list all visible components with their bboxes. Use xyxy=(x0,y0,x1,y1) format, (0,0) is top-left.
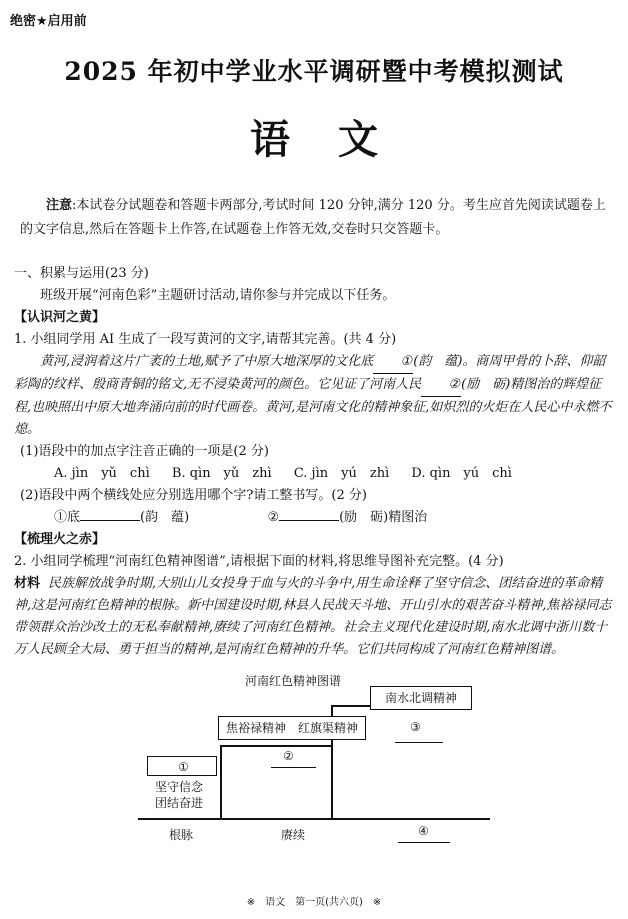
mindmap-num-4: ④ xyxy=(418,824,429,838)
sub-heading-river: 【认识河之黄】 xyxy=(14,310,106,325)
mindmap-axis-label-2: 赓续 xyxy=(281,828,306,842)
blank-2: ② xyxy=(421,374,461,397)
mindmap-box-1: ① xyxy=(147,756,217,776)
mindmap-num-2: ② xyxy=(283,749,294,763)
mindmap-title: 河南红色精神图谱 xyxy=(245,674,342,688)
confidential-label: 绝密★启用前 xyxy=(10,14,87,29)
question-1-sub-1: (1)语段中的加点字注音正确的一项是(2 分) xyxy=(20,444,269,459)
mindmap-axis xyxy=(138,818,490,820)
page-footer: ※ 语文 第一页(共六页) ※ xyxy=(246,897,382,908)
answer-1-prefix: ①底 xyxy=(54,510,81,525)
passage-part-c: (励 砺)精图治的辉煌征程,也映照出中原大地奔涌向前的时代画卷。黄河,是河南文化的精神象征,如炽烈的火炬在人民心中永燃不熄。 xyxy=(14,377,612,437)
mindmap-step-1 xyxy=(220,745,222,820)
mindmap-blank-3 xyxy=(395,742,443,743)
option-a: A. jìn yǔ chì xyxy=(54,466,150,481)
question-2-material xyxy=(14,573,614,661)
mindmap-box-1-line-2: 团结奋进 xyxy=(155,796,204,810)
exam-title: 2025 年初中学业水平调研暨中考模拟测试 xyxy=(64,57,564,86)
mindmap-box-3: 南水北调精神 xyxy=(370,686,472,710)
answer-1-blank[interactable] xyxy=(80,520,140,521)
mindmap-axis-label-1: 根脉 xyxy=(169,828,194,842)
mindmap-box-2: 焦裕禄精神 红旗渠精神 xyxy=(218,716,366,740)
material-text: 民族解放战争时期,大别山儿女投身于血与火的斗争中,用生命诠释了坚守信念、团结奋进的革命精神,这是河南红色精神的根脉。新中国建设时期,林县人民战天斗地、开山引水的艰苦奋斗精神,焦裕禄同志带领群众治沙改土的无私奉献精神,赓续了河南红色精神。社会主义现代化建设时期,南水北调中浙川数十万人民顾全大局、勇于担当的精神,是河南红色精神的升华。它们共同构成了河南红色精神图谱。 xyxy=(14,576,612,657)
passage-part-b: (韵 蕴)。商周甲骨的卜辞、仰韶彩陶的纹样、殷商青铜的铭文,无不浸染黄河的颜色。它见证了河南人民 xyxy=(14,354,606,392)
sub-heading-fire: 【梳理火之赤】 xyxy=(14,532,106,547)
mindmap-blank-2 xyxy=(271,767,316,768)
question-1-options xyxy=(14,463,628,485)
option-d: D. qìn yú chì xyxy=(411,466,512,481)
option-b: B. qìn yǔ zhì xyxy=(171,466,272,481)
blank-1: ① xyxy=(373,351,413,374)
section-intro: 班级开展“河南色彩”主题研讨活动,请你参与并完成以下任务。 xyxy=(40,288,396,303)
question-1-passage xyxy=(14,351,614,441)
question-1-answer-line xyxy=(14,507,628,529)
answer-1-suffix: (韵 蕴) xyxy=(140,510,190,525)
subject-title: 语文 xyxy=(250,116,426,163)
answer-2-blank[interactable] xyxy=(279,520,339,521)
answer-2-prefix: ② xyxy=(267,510,280,525)
section-heading: 一、积累与运用(23 分) xyxy=(14,266,149,281)
answer-2-suffix: (励 砺)精图治 xyxy=(339,510,428,525)
question-1-stem: 1. 小组同学用 AI 生成了一段写黄河的文字,请帮其完善。(共 4 分) xyxy=(14,332,397,347)
notice-text xyxy=(20,194,612,242)
question-1-sub-2: (2)语段中两个横线处应分别选用哪个字?请工整书写。(2 分) xyxy=(20,488,367,503)
notice-label: 注意 xyxy=(46,198,73,213)
mindmap-num-3: ③ xyxy=(410,720,421,734)
mindmap-box-1-line-1: 坚守信念 xyxy=(155,780,204,794)
material-label: 材料 xyxy=(14,576,41,591)
mindmap-blank-4 xyxy=(398,842,450,843)
mindmap-step-1-top xyxy=(220,745,332,747)
question-2-stem: 2. 小组同学梳理“河南红色精神图谱”,请根据下面的材料,将思维导图补充完整。(4 分) xyxy=(14,554,504,569)
option-c: C. jìn yú zhì xyxy=(293,466,390,481)
notice-body: :本试卷分试题卷和答题卡两部分,考试时间 120 分钟,满分 120 分。考生应首先阅读试题卷上的文字信息,然后在答题卡上作答,在试题卷上作答无效,交卷时只交答题卡。 xyxy=(20,198,606,237)
passage-part-a: 黄河,浸润着这片广袤的土地,赋予了中原大地深厚的文化底 xyxy=(40,354,374,369)
